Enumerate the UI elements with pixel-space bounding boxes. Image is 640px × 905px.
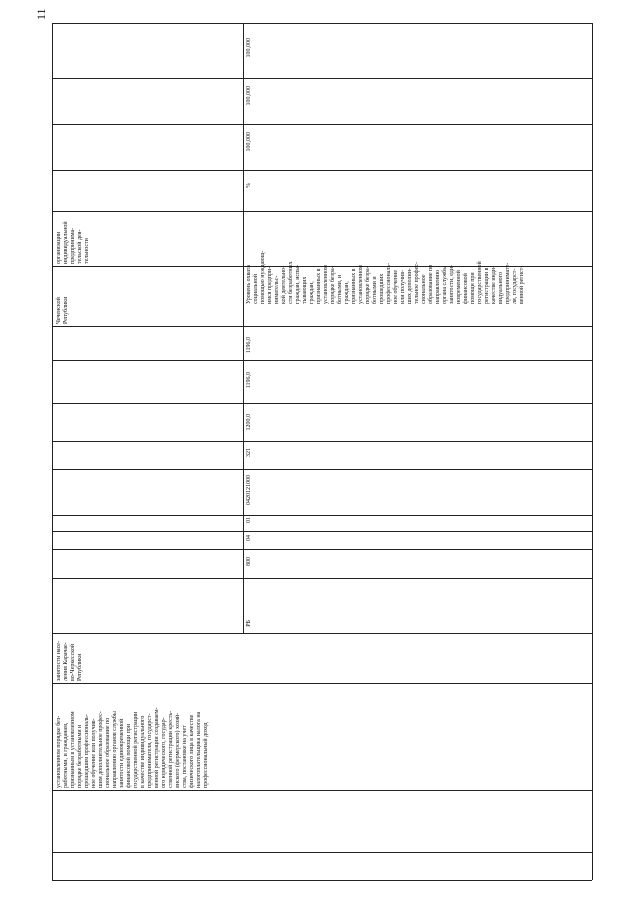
row-divider	[52, 683, 592, 684]
row-divider	[52, 469, 592, 470]
code-kvr: 321	[246, 448, 252, 457]
unit-percent: %	[246, 183, 252, 188]
row-divider	[52, 78, 592, 79]
row-divider	[52, 531, 592, 532]
row-divider	[52, 549, 592, 550]
page-number: 11	[34, 8, 48, 20]
amount-1: 1196,0	[246, 337, 252, 354]
measure-cell: установленном порядке без- работными, и гражданам, признанным в установленном порядке безработными и прошедшим профессиональ- ное обучение или получив- шим дополнительное профес- сиональное образование по направлению органов службы занятости единовременной финансовой помощи при государственной регистрации в качестве индивидуального предпринимателя, государст- венной регистрации создаваем- ого юридического, государ- ственной регистрации кресть- янского (фермерского) хозяй- ства, постановке на учет физического лица в качестве налогоплательщика налога на профессиональный доход	[56, 707, 209, 788]
code-csr: 0420121000	[246, 475, 252, 505]
row-divider	[52, 441, 592, 442]
table-bottom-border	[52, 880, 592, 881]
row-divider	[52, 124, 592, 125]
row-divider	[52, 360, 592, 361]
row-divider	[52, 633, 592, 634]
indicator-cell: Уровень охвата социальной помощью нуждающ- имся предпри- нимательс- кой деятельно- сти безработных граждан, испы- тывающих граждан, признанных в установленном порядке безра- ботными, и граждан, признанных в установленном порядке безра- ботными и прошедших профессиональ- ное обучение или получив- ших дополни- тельное профес- сиональное образование по направлению органа службы занятости, еди- новременной финансовой помощи при государственной регистрации в качестве инди- видуального предпринимате- ля, государст- венной регист-	[246, 250, 525, 304]
code-rz: 04	[246, 535, 252, 541]
column-divider	[243, 23, 244, 633]
row-divider	[52, 790, 592, 791]
row-divider	[52, 403, 592, 404]
row-divider	[52, 578, 592, 579]
table-top-border	[52, 23, 592, 24]
target-value-2: 100,000	[246, 86, 252, 106]
code-pr: 01	[246, 517, 252, 523]
target-value-3: 100,000	[246, 38, 252, 58]
amount-3: 1200,0	[246, 414, 252, 431]
row-divider	[52, 170, 592, 171]
executor-cell: занятости насе- ления Карачае- во-Черкесской Републики	[56, 641, 83, 681]
code-grbs: 800	[246, 557, 252, 566]
org-label-cell: организации индивидуальной предпринима- тельской дея- тельности	[56, 221, 90, 264]
row-divider	[52, 515, 592, 516]
table-right-border	[592, 23, 593, 880]
code-pg: РБ	[246, 620, 252, 627]
region-cell: Чеченской Републики	[56, 296, 69, 324]
amount-2: 1196,0	[246, 372, 252, 389]
target-value-1: 100,000	[246, 132, 252, 152]
table-left-border	[52, 23, 53, 880]
row-divider	[52, 326, 592, 327]
row-divider	[52, 852, 592, 853]
